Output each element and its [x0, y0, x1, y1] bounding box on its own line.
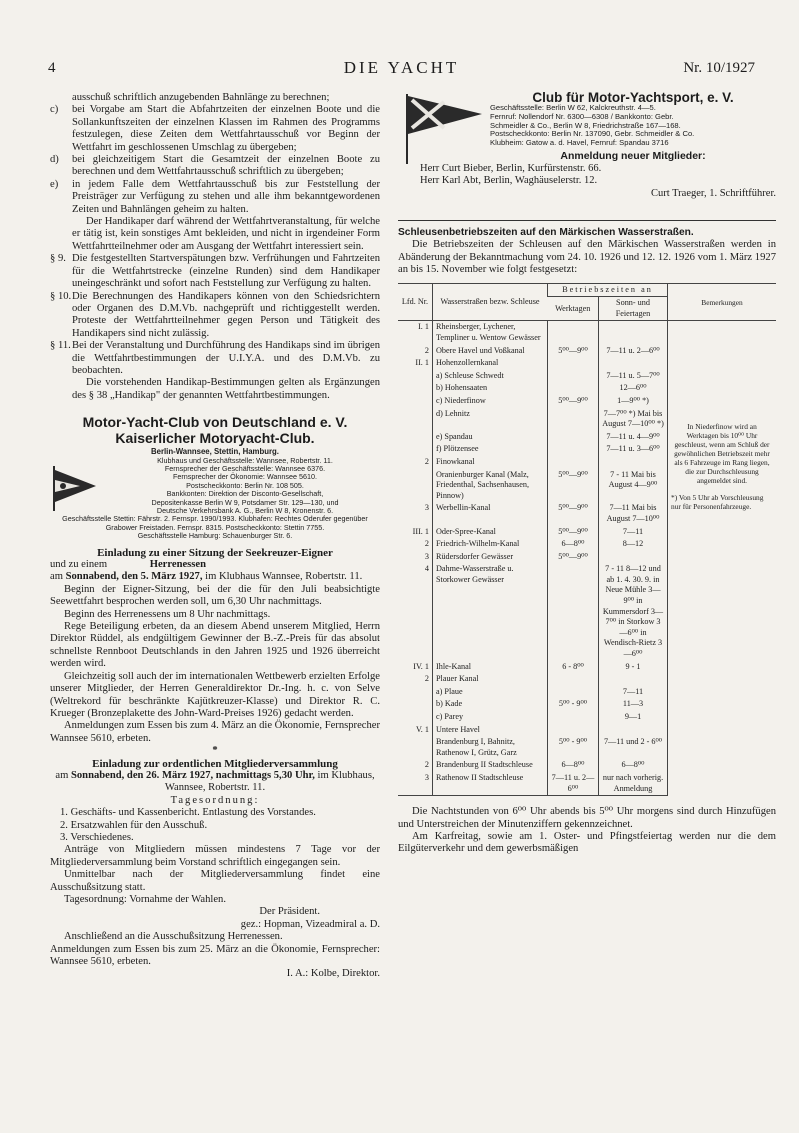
row-workdays — [548, 431, 599, 444]
row-nr: 3 — [424, 551, 429, 561]
invite1-paragraph: Gleichzeitig soll auch der im internationalen Wettbewerb erzielten Erfolge unserer Mitglieder, der Herren Generaldirektor Dr.-Ing. h. c. von Selve (Weltrekord für beschränkte Kajütkreuzer-Klasse) und Direktor R. C. Krueger (Bronzeplakette des John-Ward-Preises 1926) gedacht werden. — [50, 670, 380, 719]
row-name: Rheinsberger, Lychener, Templiner u. Wentow Gewässer — [433, 321, 548, 345]
dateline-prefix: am — [55, 769, 69, 781]
club1-title: Motor-Yacht-Club von Deutschland e. V. — [82, 414, 348, 431]
row-holidays: 7—11 — [599, 686, 668, 699]
row-name: Plauer Kanal — [433, 673, 548, 686]
row-holidays: nur nach vorherig. Anmeldung — [599, 772, 668, 796]
intro-text: ausschuß schriftlich anzugebenden Bahnlänge zu berechnen; — [72, 92, 330, 103]
club2-detail-line: Postscheckkonto: Berlin Nr. 137090, Gebr. Schmeidler & Co. — [490, 129, 695, 139]
row-workdays: 6 - 8⁰⁰ — [548, 661, 599, 674]
row-holidays: 9—1 — [599, 711, 668, 724]
row-name: a) Schleuse Schwedt — [433, 370, 548, 383]
row-name: b) Hohensaaten — [433, 382, 548, 395]
row-nr: V. 1 — [415, 724, 429, 734]
clause-text: bei gleichzeitigem Start die Gesamtzeit der einzelnen Boote zu berechnen und dem Wettfahrtausschuß schriftlich zu übergeben; — [72, 154, 380, 178]
row-workdays: 5⁰⁰—9⁰⁰ — [548, 502, 599, 525]
row-holidays: 6—8⁰⁰ — [599, 759, 668, 772]
row-holidays — [599, 724, 668, 737]
row-workdays — [548, 456, 599, 469]
row-name: c) Niederfinow — [433, 395, 548, 408]
row-workdays — [548, 443, 599, 456]
row-workdays: 5⁰⁰—9⁰⁰ — [548, 526, 599, 539]
club1-detail-line: Geschäftsstelle Hamburg: Schauenburger Str. 6. — [137, 531, 293, 541]
row-nr — [398, 382, 433, 395]
row-workdays — [548, 686, 599, 699]
signature-director: I. A.: Kolbe, Direktor. — [286, 968, 380, 980]
member-line: Herr Karl Abt, Berlin, Waghäuselerstr. 12. — [420, 175, 598, 187]
row-name: f) Plötzensee — [433, 443, 548, 456]
locks-note: Am Karfreitag, sowie am 1. Oster- und Pfingstfeiertag werden nur die dem Eilgüterverkehr und dem gewerbsmäßigen — [398, 830, 776, 855]
row-name: Rathenow II Stadtschleuse — [433, 772, 548, 796]
row-name: Rüdersdorfer Gewässer — [433, 551, 548, 564]
row-name: Obere Havel und Voßkanal — [433, 345, 548, 358]
row-holidays: 8—12 — [599, 538, 668, 551]
row-nr: 2 — [424, 345, 429, 355]
row-nr — [398, 395, 433, 408]
row-workdays — [548, 382, 599, 395]
row-holidays — [599, 551, 668, 564]
row-nr: IV. 1 — [413, 661, 429, 671]
row-name: Oranienburger Kanal (Malz, Friedenthal, Sachsenhausen, Pinnow) — [433, 469, 548, 503]
page-number: 4 — [48, 60, 56, 76]
row-name: Friedrich-Wilhelm-Kanal — [433, 538, 548, 551]
member-line: Herr Curt Bieber, Berlin, Kurfürstenstr. 66. — [420, 162, 602, 174]
club2-box — [398, 92, 776, 214]
row-name: c) Parey — [433, 711, 548, 724]
club1-details — [50, 448, 380, 540]
agenda-item: 2. Ersatzwahlen für den Ausschuß. — [60, 819, 208, 831]
row-name: b) Kade — [433, 698, 548, 711]
locks-heading: Schleusenbetriebszeiten auf den Märkischen Wasserstraßen. — [398, 227, 694, 238]
row-workdays: 6—8⁰⁰ — [548, 538, 599, 551]
club2-detail-line: Klubheim: Gatow a. d. Havel, Fernruf: Spandau 3716 — [490, 137, 669, 147]
row-holidays — [599, 321, 668, 345]
row-holidays: 7—7⁰⁰ *) Mai bis August 7—10⁰⁰ *) — [599, 408, 668, 431]
row-workdays — [548, 321, 599, 345]
agenda-title: Tagesordnung: — [170, 794, 260, 806]
row-nr: I. 1 — [418, 322, 429, 332]
invite2-paragraph: Anträge von Mitgliedern müssen mindestens 7 Tage vor der Mitgliederversammlung beim Vorstand schriftlich eingegangen sein. — [50, 844, 380, 868]
invite1-paragraph: Beginn der Eigner-Sitzung, bei der die für den Juli beabsichtigte Seewettfahrt besprochen werden soll, um 6,30 Uhr nachmittags. — [50, 583, 380, 608]
row-workdays: 5⁰⁰ - 9⁰⁰ — [548, 736, 599, 759]
row-holidays: 7 - 11 Mai bis August 4—9⁰⁰ — [599, 469, 668, 503]
paragraph-label: § 11. — [50, 340, 71, 352]
invite1-heading: Einladung zu einer Sitzung der Seekreuzer-Eigner — [97, 546, 333, 559]
page-header — [48, 58, 755, 80]
paragraph-text: Bei der Veranstaltung und Durchführung des Handikaps sind im übrigen die Wettfahrtbestimmungen der U.I.Y.A. und des D.M.Vb. zu beobachten. — [72, 340, 380, 376]
club1-detail-line: Klubhaus und Geschäftsstelle: Wannsee, Robertstr. 11. — [157, 455, 333, 465]
clause-text: bei Vorgabe am Start die Abfahrtzeiten der einzelnen Boote und die Sollankunftszeiten der einzelnen Klassen im Rahmen des Programms festzulegen, diese Zeiten dem Wettfahrtausschuß vor Beginn der Wettfahrt im geschlossenen Umschlag zu übergeben; — [72, 104, 380, 153]
clause-label: e) — [50, 178, 59, 190]
row-name: Werbellin-Kanal — [433, 502, 548, 525]
row-holidays: 9 - 1 — [599, 661, 668, 674]
dateline-date: Sonnabend, den 5. März 1927, — [65, 571, 203, 583]
row-workdays: 7—11 u. 2—6⁰⁰ — [548, 772, 599, 796]
row-nr — [398, 443, 433, 456]
row-name: Untere Havel — [433, 724, 548, 737]
row-name: d) Lehnitz — [433, 408, 548, 431]
row-name: a) Plaue — [433, 686, 548, 699]
row-holidays: 7—11 und 2 - 6⁰⁰ — [599, 736, 668, 759]
dateline-place: im Klubhaus, Wannsee, Robertstr. 11. — [164, 769, 375, 794]
locks-intro: Die Betriebszeiten der Schleusen auf den Märkischen Wasserstraßen werden in Abänderung der Bekanntmachung vom 24. 10. 1926 und 12. 12. 1926 vom 1. März 1927 an bis 15. November wie folgt festgesetzt: — [398, 239, 776, 276]
invite2-dateline — [50, 770, 380, 795]
row-nr: 2 — [424, 456, 429, 466]
invite1-subheading-bold: Herrenessen — [149, 559, 207, 571]
row-holidays: 11—3 — [599, 698, 668, 711]
row-workdays — [548, 370, 599, 383]
row-workdays — [548, 408, 599, 431]
club1-location: Berlin-Wannsee, Stettin, Hamburg. — [151, 447, 279, 457]
row-name: Brandenburg I, Bahnitz, Rathenow I, Grütz, Garz — [433, 736, 548, 759]
row-holidays: 1—9⁰⁰ *) — [599, 395, 668, 408]
row-workdays: 5⁰⁰ - 9⁰⁰ — [548, 698, 599, 711]
row-nr: 2 — [424, 760, 429, 770]
club1-detail-line: Fernsprecher der Ökonomie: Wannsee 5610. — [173, 472, 317, 482]
row-name: Hohenzollernkanal — [433, 357, 548, 370]
invite1-paragraph: Beginn des Herrenessens um 8 Uhr nachmittags. — [64, 608, 271, 620]
row-nr: 2 — [424, 539, 429, 549]
row-workdays — [548, 357, 599, 370]
row-holidays: 7 - 11 8—12 und ab 1. 4. 30. 9. in Neue Mühle 3—9⁰⁰ in Kummersdorf 3—7⁰⁰ in Storkow 3—6⁰⁰ in Wendisch-Rietz 3—6⁰⁰ — [599, 563, 668, 660]
row-workdays — [548, 563, 599, 660]
table-body — [398, 321, 776, 796]
dateline-date: Sonnabend, den 26. März 1927, nachmittags 5,30 Uhr, — [70, 769, 315, 781]
club2-detail-line: Geschäftsstelle: Berlin W 62, Kalckreuthstr. 4—5. — [490, 103, 656, 113]
invite1-paragraph: Rege Beteiligung erbeten, da an diesem Abend unserem Mitglied, Herrn Direktor Rüddel, als endgültigem Gewinner der B.-Z.-Preis für das absolut schnellste Rennboot Deutschlands in den Jahren 1925 und 1926 überreicht werden wird. — [50, 621, 380, 670]
lock-schedule-table — [398, 283, 776, 797]
club2-title: Club für Motor-Yachtsport, e. V. — [532, 90, 734, 105]
pennant-flag-icon — [50, 464, 98, 512]
left-column — [50, 92, 380, 981]
invite2-paragraph: Anmeldungen zum Essen bis zum 25. März an die Ökonomie, Fernsprecher: Wannsee 5610, erbeten. — [50, 943, 380, 968]
signature-name: gez.: Hopman, Vizeadmiral a. D. — [240, 918, 380, 930]
table-header-row — [398, 283, 776, 297]
paragraph-label: § 9. — [50, 253, 66, 265]
agenda-item: 3. Verschiedenes. — [60, 831, 134, 843]
invite2-heading: Einladung zur ordentlichen Mitgliederversammlung — [92, 757, 338, 770]
club1-detail-line: Depositenkasse Berlin W 9, Potsdamer Str. 129—130, und — [151, 497, 339, 507]
row-workdays — [548, 673, 599, 686]
clause-text: in jedem Falle dem Wettfahrtausschuß bis zur Feststellung der Preisträger zur Verfügung zu stehen und alle ihm bekanntgewordenen Zeiten und Bahnlängen geheim zu halten. — [72, 178, 380, 215]
locks-note: Die Nachtstunden von 6⁰⁰ Uhr abends bis 5⁰⁰ Uhr morgens sind durch Hinzufügen und Unterstreichen der Minutenziffern gekennzeichnet. — [398, 806, 776, 830]
row-nr — [398, 408, 433, 431]
row-workdays — [548, 711, 599, 724]
remark-text: In Niederfinow wird an Werktagen bis 10⁰⁰ Uhr geschleust, wenn am Schluß der gewöhnlichen Betriebszeit mehr als 6 Fahrzeuge im Rang liegen, die zur Durchschleusung angemeldet sind. — [674, 422, 770, 486]
dateline-place: im Klubhaus Wannsee, Robertstr. 11. — [205, 571, 363, 583]
col-header-workdays: Werktagen — [548, 297, 599, 321]
row-holidays: 7—11 u. 2—6⁰⁰ — [599, 345, 668, 358]
clause-label: d) — [50, 154, 59, 166]
paragraph-item — [50, 291, 380, 341]
closing-paragraph: Die vorstehenden Handikap-Bestimmungen gelten als Ergänzungen des § 38 „Handikap" der genannten Wettfahrtbestimmungen. — [72, 377, 380, 401]
row-workdays — [548, 724, 599, 737]
row-workdays: 5⁰⁰—9⁰⁰ — [548, 395, 599, 408]
row-holidays: 7—11 u. 4—9⁰⁰ — [599, 431, 668, 444]
signature-role: Der Präsident. — [259, 906, 320, 918]
row-nr — [398, 431, 433, 444]
row-name: Finowkanal — [433, 456, 548, 469]
row-nr: 3 — [424, 503, 429, 513]
row-nr: III. 1 — [412, 526, 429, 536]
journal-title: DIE YACHT — [343, 58, 460, 77]
row-holidays: 7—11 u. 3—6⁰⁰ — [599, 443, 668, 456]
invite2-paragraph: Unmittelbar nach der Mitgliederversammlung findet eine Ausschußsitzung statt. — [50, 869, 380, 893]
right-column — [398, 92, 776, 856]
row-nr: 2 — [424, 674, 429, 684]
club1-detail-line: Geschäftsstelle Stettin: Fährstr. 2. Fernspr. 1990/1993. Klubhafen: Rechtes Oderufer gegenüber Grabower Freistaden. Fernspr. 8315. Postscheckkonto: Stettin 7755. — [62, 514, 368, 532]
row-workdays: 5⁰⁰—9⁰⁰ — [548, 469, 599, 503]
club1-detail-line: Bankkonten: Direktion der Disconto-Gesellschaft, — [166, 489, 324, 499]
col-header-holidays: Sonn- und Feiertagen — [599, 297, 668, 321]
paragraph-label: § 10. — [50, 290, 72, 302]
invite1-paragraph: Anmeldungen zum Essen bis zum 4. März an die Ökonomie, Fernsprecher Wannsee 5610, erbeten. — [50, 720, 380, 744]
row-holidays: 12—6⁰⁰ — [599, 382, 668, 395]
cross-pennant-icon — [404, 94, 484, 164]
club2-info — [420, 90, 776, 200]
row-nr — [398, 711, 433, 724]
club2-detail-line: Schmeidler & Co., Berlin W 8, Friedrichstraße 167—168. — [490, 120, 681, 130]
club2-detail-line: Fernruf: Nollendorf Nr. 6300—6308 / Bankkonto: Gebr. — [490, 112, 674, 121]
row-holidays — [599, 456, 668, 469]
new-members-heading: Anmeldung neuer Mitglieder: — [560, 150, 706, 163]
invite2-paragraph: Anschließend an die Ausschußsitzung Herrenessen. — [64, 931, 283, 943]
row-holidays: 7—11 Mai bis August 7—10⁰⁰ — [599, 502, 668, 525]
col-header-group: Betriebszeiten an — [548, 283, 668, 297]
clause-item — [50, 179, 380, 216]
row-nr — [398, 469, 433, 503]
club1-detail-line: Deutsche Verkehrsbank A. G., Berlin W 8, Kronenstr. 6. — [156, 506, 334, 515]
club2-signature: Curt Traeger, 1. Schriftführer. — [651, 187, 776, 199]
paragraph-item — [50, 340, 380, 377]
paragraph-text: Die festgestellten Startverspätungen bzw. Verfrühungen und Fahrtzeiten für die Wettfahrtstrecke (einzelne Runden) sind dem Handikaper uneingeschränkt und sofort nach Feststellung zur Verfügung zu halten. — [72, 253, 380, 290]
row-name: Ihle-Kanal — [433, 661, 548, 674]
row-name: e) Spandau — [433, 431, 548, 444]
handikaper-paragraph: Der Handikaper darf während der Wettfahrtveranstaltung, für welche er tätig ist, kein sonstiges Amt bekleiden, und nicht in irgendeiner Form Wettfahrtteilnehmer oder am Ausgang der Wettfahrt interessiert sein. — [72, 216, 380, 252]
invite1-subheading — [50, 559, 380, 571]
row-workdays: 5⁰⁰—9⁰⁰ — [548, 345, 599, 358]
row-holidays — [599, 357, 668, 370]
row-workdays: 5⁰⁰—9⁰⁰ — [548, 551, 599, 564]
invite1-subheading-prefix: und zu einem — [50, 559, 108, 571]
row-nr — [398, 686, 433, 699]
paragraph-text: Die Berechnungen des Handikapers können von den Schiedsrichtern oder Organen des D.M.Vb. nachgeprüft und richtiggestellt werden. Proteste der Wettfahrtteilnehmer gegen Person und Tätigkeit des Handikapers sind nicht zulässig. — [72, 290, 380, 339]
row-holidays: 7—11 u. 5—7⁰⁰ — [599, 370, 668, 383]
section-separator: * — [212, 745, 218, 757]
clause-item — [50, 154, 380, 179]
row-name: Brandenburg II Stadtschleuse — [433, 759, 548, 772]
col-header-name: Wasserstraßen bezw. Schleuse — [433, 283, 548, 321]
row-workdays: 6—8⁰⁰ — [548, 759, 599, 772]
row-nr — [398, 736, 433, 759]
remarks-cell — [668, 321, 777, 796]
col-header-nr: Lfd. Nr. — [398, 283, 433, 321]
row-holidays — [599, 673, 668, 686]
paragraph-item — [50, 253, 380, 290]
row-holidays: 7—11 — [599, 526, 668, 539]
row-name: Oder-Spree-Kanal — [433, 526, 548, 539]
club1-detail-line: Fernsprecher der Geschäftsstelle: Wannsee 6376. — [164, 463, 326, 473]
club1-detail-line: Postscheckkonto: Berlin Nr. 108 505. — [186, 480, 304, 490]
club1-subtitle: Kaiserlicher Motoryacht-Club. — [115, 430, 315, 447]
agenda-item: 1. Geschäfts- und Kassenbericht. Entlastung des Vorstandes. — [60, 807, 316, 819]
invite2-paragraph: Tagesordnung: Vornahme der Wahlen. — [64, 894, 226, 905]
clause-list — [50, 104, 380, 216]
invite1-dateline — [50, 571, 380, 583]
row-name: Dahme-Wasserstraße u. Storkower Gewässer — [433, 563, 548, 660]
row-nr: 4 — [424, 564, 429, 574]
row-nr — [398, 698, 433, 711]
col-header-remarks: Bemerkungen — [668, 283, 777, 321]
clause-label: c) — [50, 104, 59, 116]
row-nr — [398, 370, 433, 383]
table-row — [398, 321, 776, 345]
clause-item — [50, 104, 380, 154]
row-nr: 3 — [398, 772, 433, 796]
issue-number: Nr. 10/1927 — [683, 60, 755, 76]
section-divider — [398, 220, 776, 221]
row-nr: II. 1 — [415, 358, 429, 368]
dateline-prefix: am — [50, 571, 63, 583]
remark-text: *) Von 5 Uhr ab Vorschleusung nur für Personenfahrzeuge. — [671, 493, 764, 512]
